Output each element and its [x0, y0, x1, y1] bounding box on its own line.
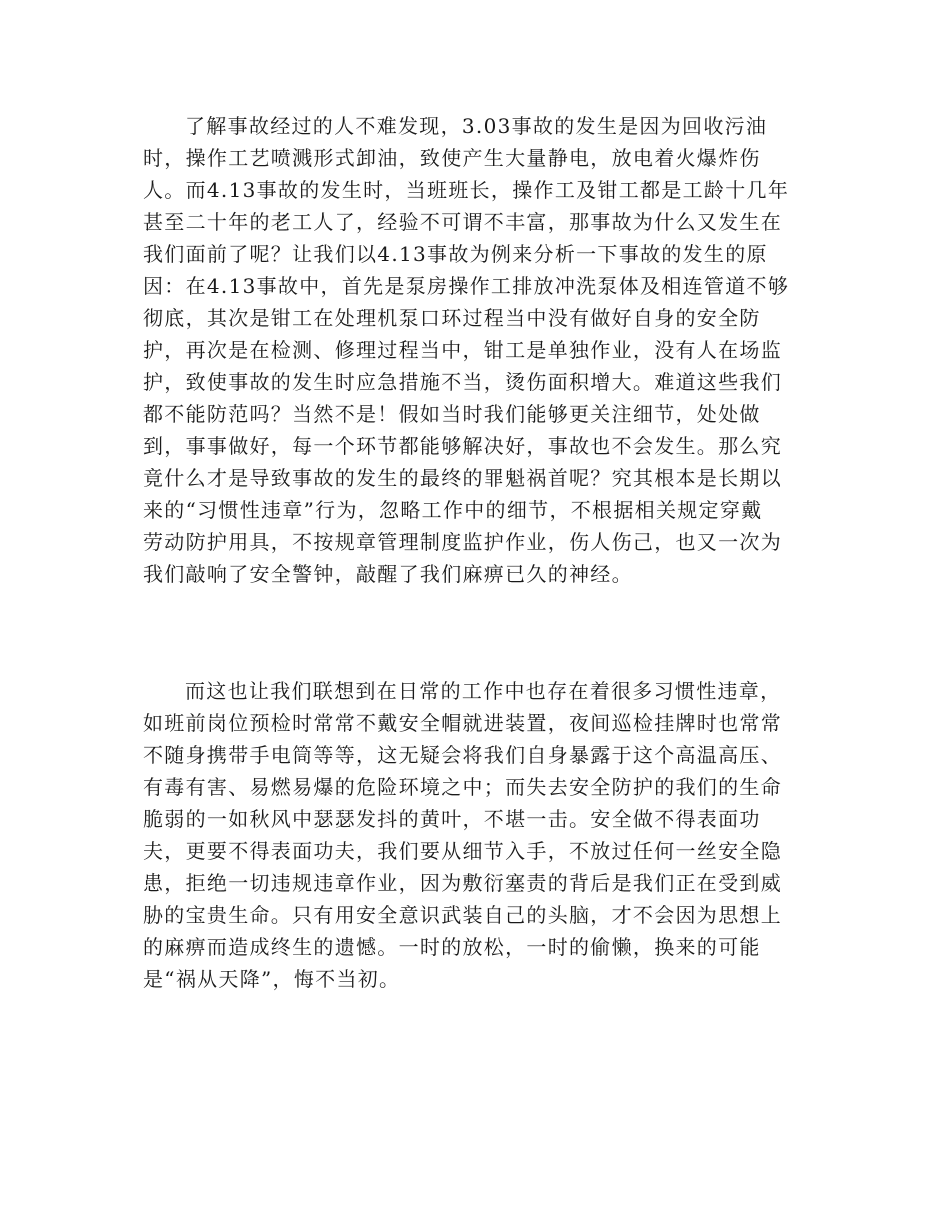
text-line: 都不能防范吗？当然不是！假如当时我们能够更关注细节，处处做	[143, 402, 761, 426]
text-line: 是“祸从天降”，悔不当初。	[143, 967, 401, 991]
text-line: 人。而4.13事故的发生时，当班班长，操作工及钳工都是工龄十几年	[143, 178, 790, 202]
text-line: 护，再次是在检测、修理过程当中，钳工是单独作业，没有人在场监	[143, 338, 782, 362]
text-line: 患，拒绝一切违规违章作业，因为敷衍塞责的背后是我们正在受到威	[143, 871, 782, 895]
text-line: 有毒有害、易燃易爆的危险环境之中；而失去安全防护的我们的生命	[143, 775, 782, 799]
text-line: 护，致使事故的发生时应急措施不当，烫伤面积增大。难道这些我们	[143, 370, 782, 394]
text-line: 到，事事做好，每一个环节都能够解决好，事故也不会发生。那么究	[143, 434, 782, 458]
text-line: 不随身携带手电筒等等，这无疑会将我们自身暴露于这个高温高压、	[143, 743, 782, 767]
text-line: 因：在4.13事故中，首先是泵房操作工排放冲洗泵体及相连管道不够	[143, 274, 790, 298]
text-line: 胁的宝贵生命。只有用安全意识武装自己的头脑，才不会因为思想上	[143, 903, 782, 927]
text-line: 了解事故经过的人不难发现，3.03事故的发生是因为回收污油	[185, 114, 768, 138]
text-line: 劳动防护用具，不按规章管理制度监护作业，伤人伤己，也又一次为	[143, 530, 782, 554]
paragraph-habitual-violations	[143, 675, 808, 995]
text-line: 时，操作工艺喷溅形式卸油，致使产生大量静电，放电着火爆炸伤	[143, 146, 761, 170]
text-line: 的麻痹而造成终生的遗憾。一时的放松，一时的偷懒，换来的可能	[143, 935, 761, 959]
text-line: 我们敲响了安全警钟，敲醒了我们麻痹已久的神经。	[143, 562, 633, 586]
text-line: 来的“习惯性违章”行为，忽略工作中的细节，不根据相关规定穿戴	[143, 498, 763, 522]
text-line: 我们面前了呢？让我们以4.13事故为例来分析一下事故的发生的原	[143, 242, 768, 266]
text-line: 甚至二十年的老工人了，经验不可谓不丰富，那事故为什么又发生在	[143, 210, 782, 234]
text-line: 彻底，其次是钳工在处理机泵口环过程当中没有做好自身的安全防	[143, 306, 761, 330]
text-line: 竟什么才是导致事故的发生的最终的罪魁祸首呢？究其根本是长期以	[143, 466, 782, 490]
text-line: 脆弱的一如秋风中瑟瑟发抖的黄叶，不堪一击。安全做不得表面功	[143, 807, 761, 831]
text-line: 夫，更要不得表面功夫，我们要从细节入手，不放过任何一丝安全隐	[143, 839, 782, 863]
text-line: 而这也让我们联想到在日常的工作中也存在着很多习惯性违章，	[185, 679, 782, 703]
paragraph-accident-analysis	[143, 110, 808, 590]
text-line: 如班前岗位预检时常常不戴安全帽就进装置，夜间巡检挂牌时也常常	[143, 711, 782, 735]
